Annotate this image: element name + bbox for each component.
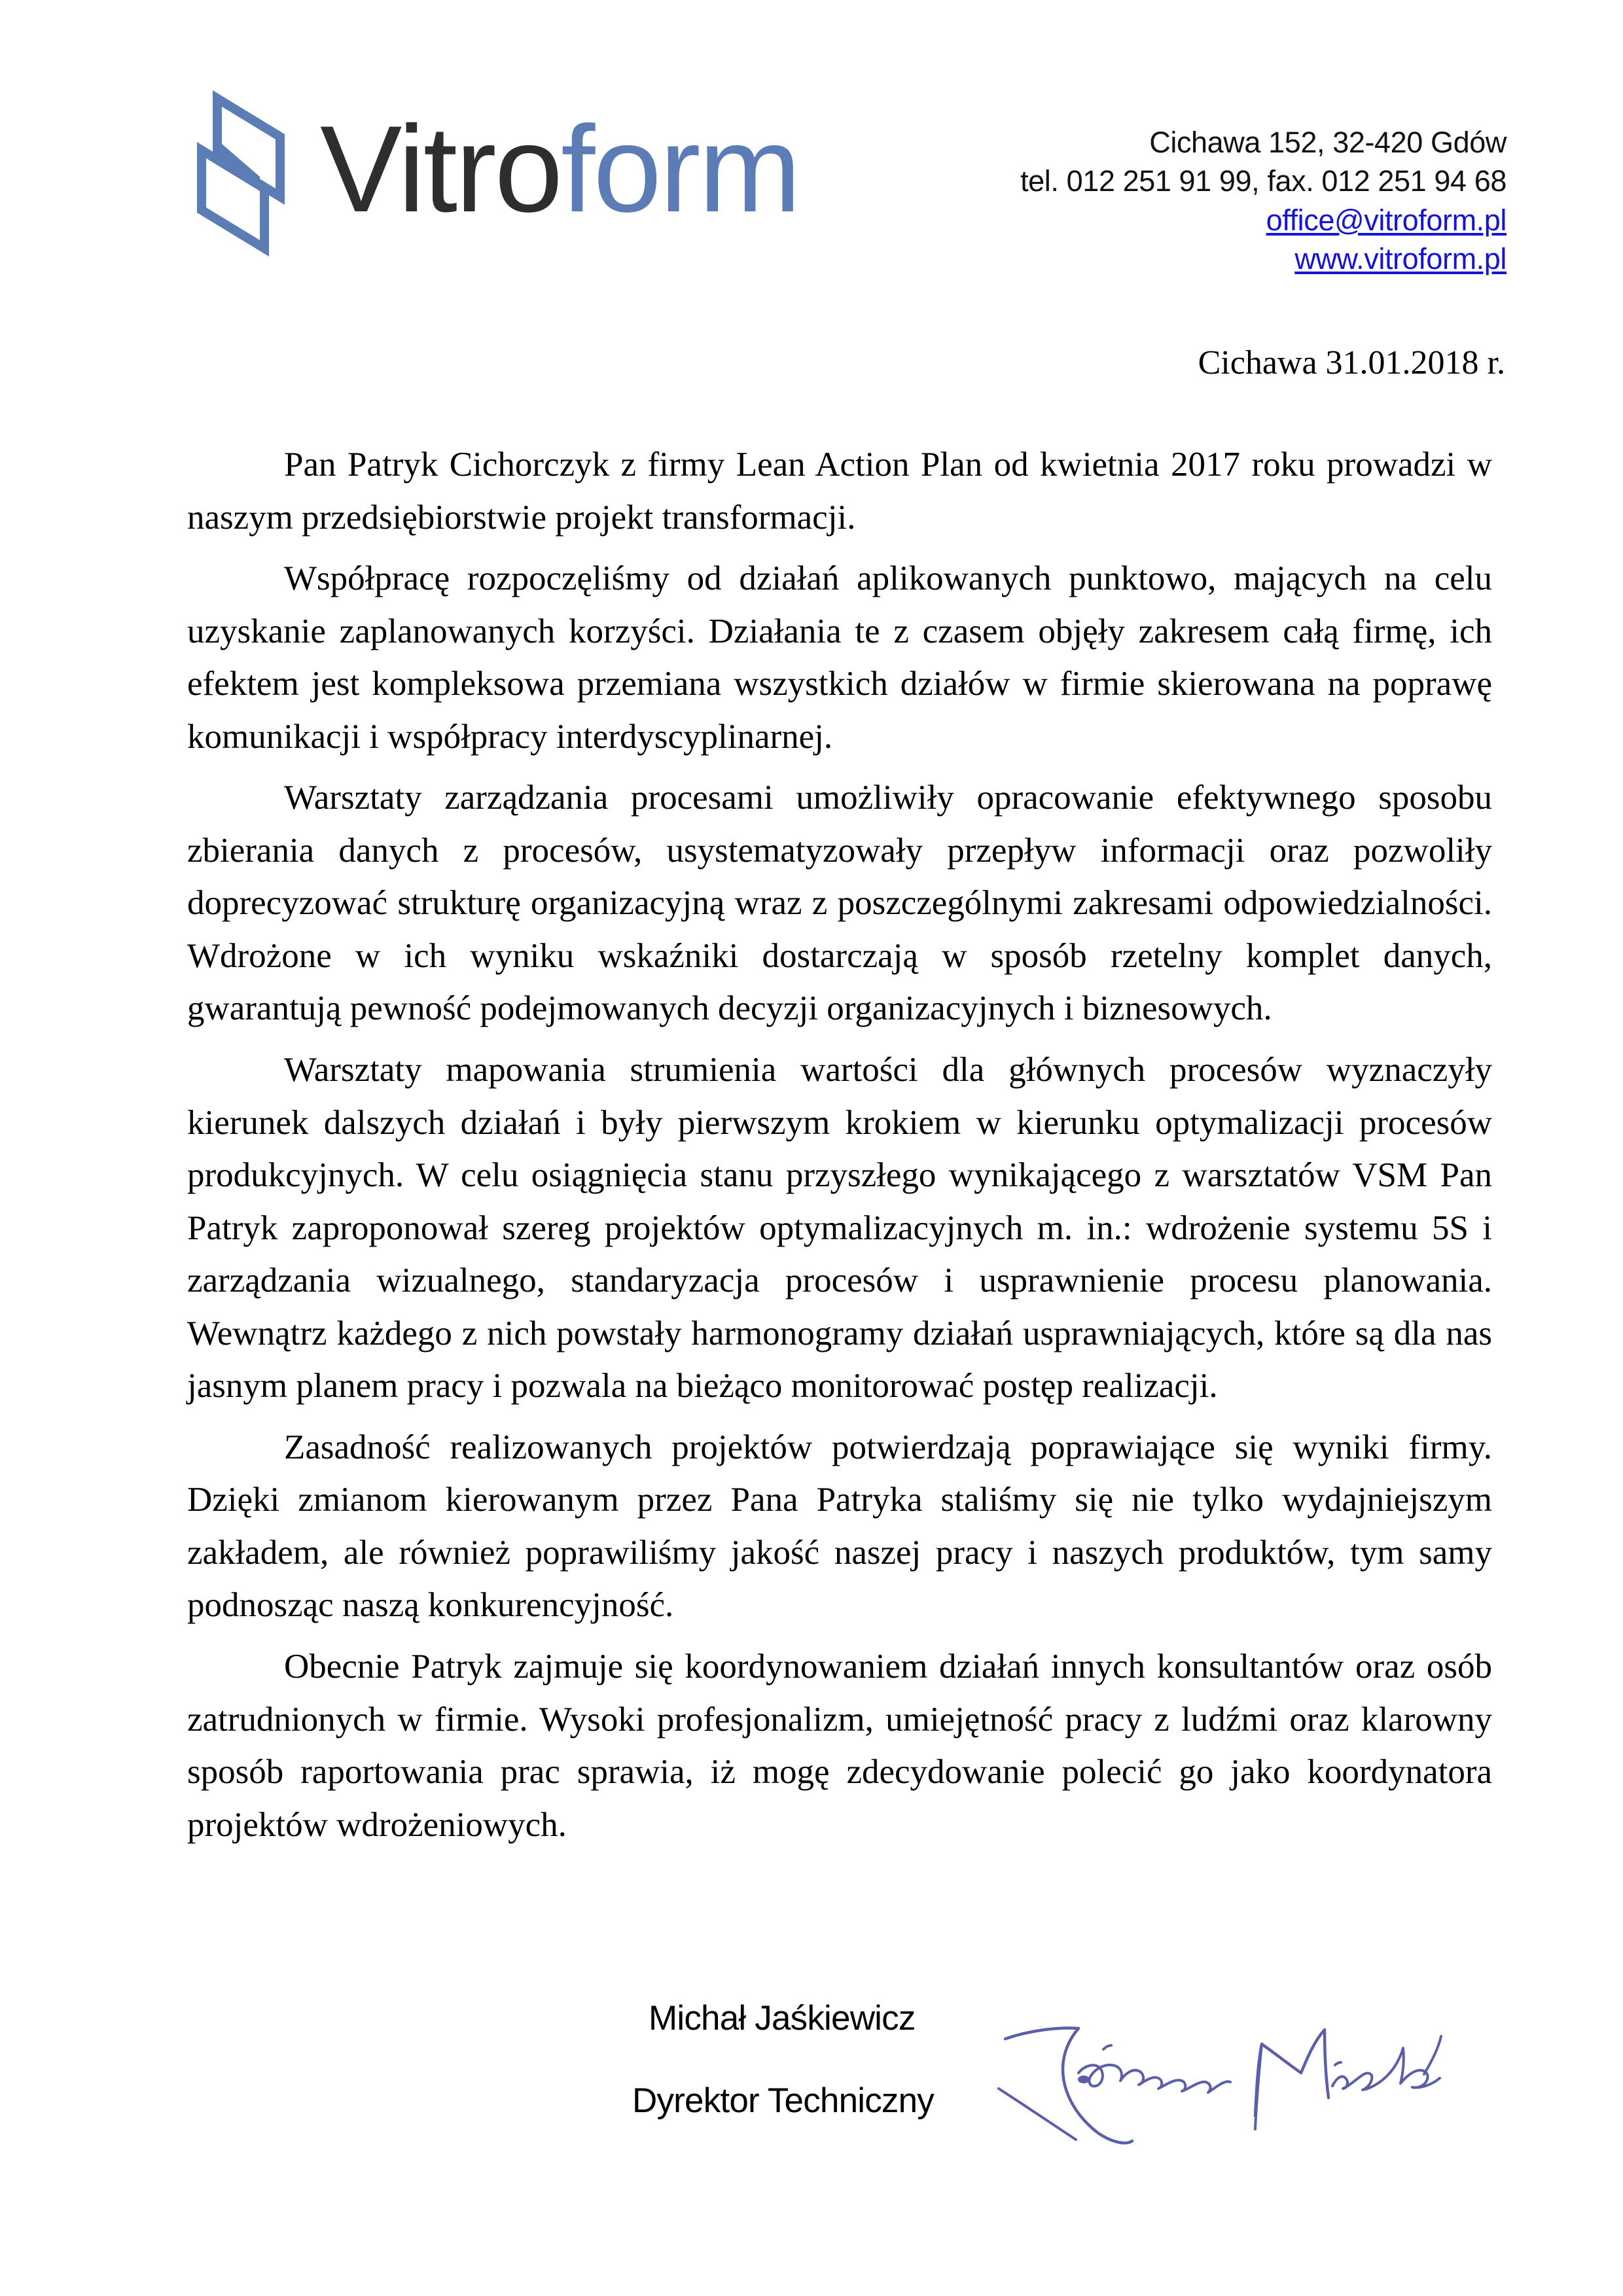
contact-block <box>1020 123 1507 279</box>
letterhead <box>0 0 1623 308</box>
signature-block <box>187 1989 1492 2264</box>
paragraph: Współpracę rozpoczęliśmy od działań aplikowanych punktowo, mających na celu uzyskanie zaplanowanych korzyści. Działania te z czasem objęły zakresem całą firmę, ich efektem jest kompleksowa przemiana wszystkich działów w firmie skierowana na poprawę komunikacji i współpracy interdyscyplinarnej. <box>187 559 1492 756</box>
wordmark-blue-part: form <box>561 99 800 238</box>
contact-email-link[interactable]: office@vitroform.pl <box>1266 203 1507 237</box>
signer-name: Michał Jaśkiewicz <box>649 1999 916 2038</box>
paragraph: Warsztaty mapowania strumienia wartości dla głównych procesów wyznaczyły kierunek dalszych działań i były pierwszym krokiem w kierunku optymalizacji procesów produkcyjnych. W celu osiągnięcia stanu przyszłego wynikającego z warsztatów VSM Pan Patryk zaproponował szereg projektów optymalizacyjnych m. in.: wdrożenie systemu 5S i zarządzania wizualnego, standaryzacja procesów i usprawnienie procesu planowania. Wewnątrz każdego z nich powstały harmonogramy działań usprawniających, które są dla nas jasnym planem pracy i pozwala na bieżąco monitorować postęp realizacji. <box>187 1051 1492 1405</box>
vitroform-parallelogram-logo-icon <box>193 85 303 262</box>
letter-body <box>187 438 1492 1851</box>
contact-phones: tel. 012 251 91 99, fax. 012 251 94 68 <box>1020 164 1507 198</box>
date-line: Cichawa 31.01.2018 r. <box>1198 344 1505 381</box>
paragraph: Obecnie Patryk zajmuje się koordynowaniem działań innych konsultantów oraz osób zatrudnionych w firmie. Wysoki profesjonalizm, umiejętność pracy z ludźmi oraz klarowny sposób raportowania prac sprawia, iż mogę zdecydowanie polecić go jako koordynatora projektów wdrożeniowych. <box>187 1648 1492 1844</box>
paragraph: Zasadność realizowanych projektów potwierdzają poprawiające się wyniki firmy. Dzięki zmianom kierowanym przez Pana Patryka staliśmy się nie tylko wydajniejszym zakładem, ale również poprawiliśmy jakość naszej pracy i naszych produktów, tym samy podnosząc naszą konkurencyjność. <box>187 1428 1492 1625</box>
wordmark <box>320 99 800 238</box>
signer-role: Dyrektor Techniczny <box>632 2081 934 2120</box>
company-logo <box>193 85 799 262</box>
paragraph: Pan Patryk Cichorczyk z firmy Lean Action Plan od kwietnia 2017 roku prowadzi w naszym przedsiębiorstwie projekt transformacji. <box>187 446 1492 537</box>
wordmark-dark-part: Vitro <box>320 99 562 238</box>
handwritten-signature <box>992 1976 1450 2146</box>
paragraph: Warsztaty zarządzania procesami umożliwiły opracowanie efektywnego sposobu zbierania danych z procesów, usystematyzowały przepływ informacji oraz pozwoliły doprecyzować strukturę organizacyjną wraz z poszczególnymi zakresami odpowiedzialności. Wdrożone w ich wyniku wskaźniki dostarczają w sposób rzetelny komplet danych, gwarantują pewność podejmowanych decyzji organizacyjnych i biznesowych. <box>187 779 1492 1028</box>
contact-website-link[interactable]: www.vitroform.pl <box>1294 242 1507 276</box>
contact-address: Cichawa 152, 32-420 Gdów <box>1149 126 1507 159</box>
